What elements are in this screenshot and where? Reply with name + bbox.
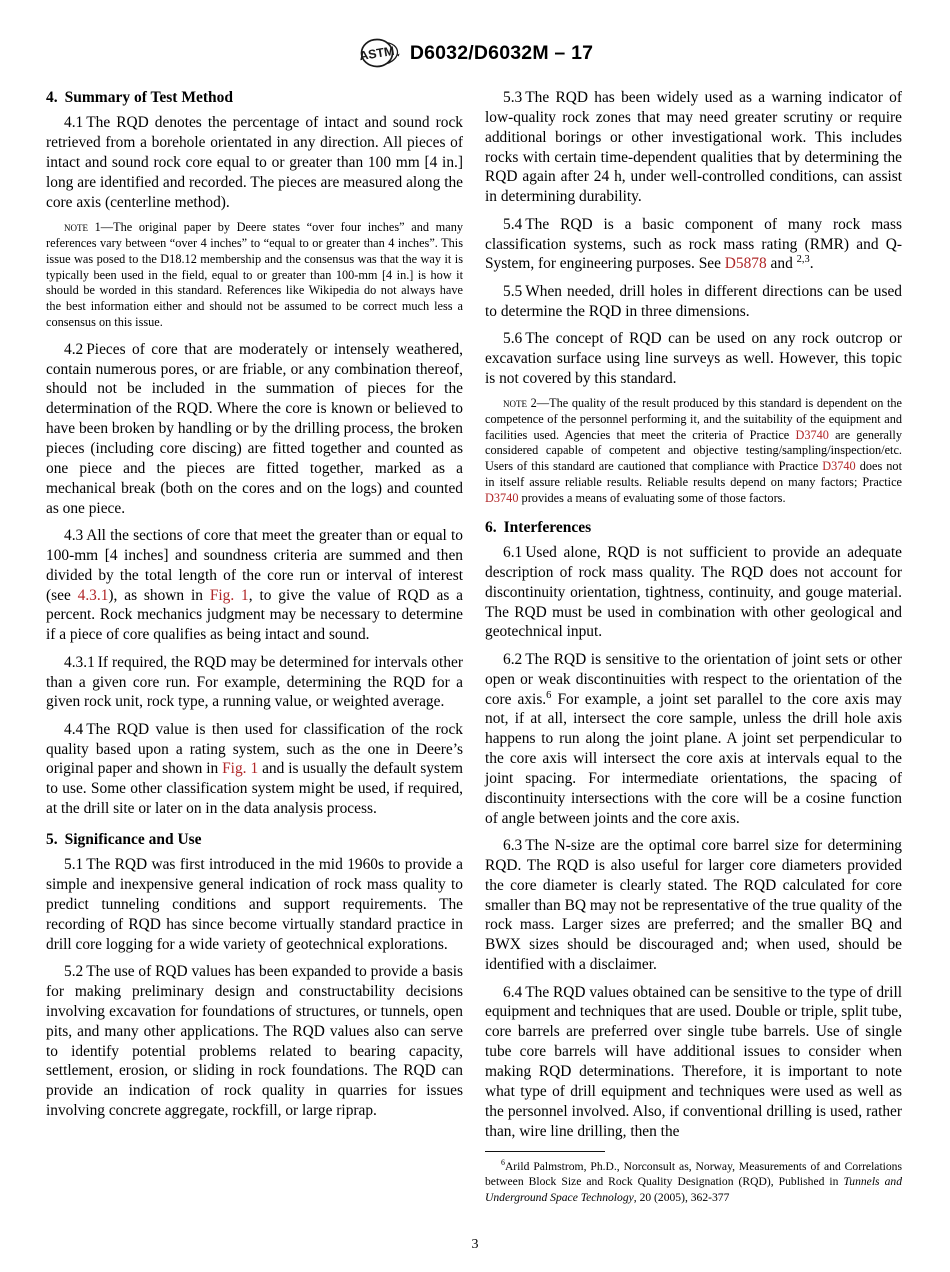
paragraph-6-3 xyxy=(485,836,902,975)
note-1-text: The original paper by Deere states “over four inches” and many references vary between “over 4 inches” to “equal to or greater than 4 inches”. This issue was posed to the D18.12 membership and the consensus was that the way it is typically been used in the field, equal to or greater than 100-mm [4 in.] is how it should be worded in this standard. References like Wikipedia do not always have the best information either and should not be assumed to be correct much less a consensus on this issue. xyxy=(46,220,463,329)
paragraph-4-3-text-after: , to give the value of RQD as a percent. Rock mechanics judgment may be necessary to determine if a piece of core qualifies as being intact and sound. xyxy=(46,586,464,644)
paragraph-5-6 xyxy=(485,329,902,389)
paragraph-5-3-label: 5.3 xyxy=(503,89,523,106)
left-column xyxy=(46,88,463,1205)
xref-link-fig-1[interactable]: Fig. 1 xyxy=(209,586,249,604)
paragraph-4-3-text-before-link1: All the sections of core that meet the greater than or equal to 100-mm [4 inches] and soundness criteria are summed and then divided by the total length of the core run or interval of interest (see xyxy=(46,526,463,604)
paragraph-5-6-label: 5.6 xyxy=(503,329,523,347)
svg-text:ASTM: ASTM xyxy=(358,43,396,64)
section-6-number: 6. xyxy=(485,518,497,536)
paragraph-4-1-label: 4.1 xyxy=(64,114,84,132)
paragraph-5-3-text: The RQD has been widely used as a warning indicator of low-quality rock zones that may need greater scrutiny or require additional borings or other investigational work. This includes rocks with certain time-dependent qualities that by determining the RQD again after 24 h, under well-controlled conditions, can assist in determining durability. xyxy=(485,89,902,206)
note-1-label: note 1 xyxy=(64,220,101,235)
xref-link-d3740-third[interactable]: D3740 xyxy=(485,490,519,505)
paragraph-5-2-text: The use of RQD values has been expanded to provide a basis for making preliminary design and constructability decisions involving excavation for foundations of structures, or tunnels, open pits, and many other applications. The RQD values also can serve to identify potential problems related to bearing capacity, settlement, erosion, or sliding in rock foundations. The RQD can provide an indication of rock quality in quarries for issues involving concrete aggregate, rockfill, or large riprap. xyxy=(46,963,463,1120)
section-5-title: Significance and Use xyxy=(64,831,202,849)
note-2-text-part1: The quality of the result produced by this standard is dependent on the competence of the personnel performing it, and the suitability of the equipment and facilities used. Agencies that meet the criteria of Practice xyxy=(485,396,903,442)
paragraph-4-1-text: The RQD denotes the percentage of intact and sound rock retrieved from a borehole orientated in any direction. All pieces of intact and sound rock core equal to or greater than 100 mm [4 in.] long are identified and recorded. The pieces are measured along the core axis (centerline method). xyxy=(46,114,463,211)
footnote-6-journal-title: Tunnels and Underground Space Technology xyxy=(485,1175,902,1204)
paragraph-5-3 xyxy=(485,88,902,207)
paragraph-5-4-text-before-link: The RQD is a basic component of many rock mass classification systems, such as rock mass rating (RMR) and Q-System, for engineering purposes. See xyxy=(485,215,902,273)
paragraph-4-3-label: 4.3 xyxy=(64,526,84,544)
section-6-title: Interferences xyxy=(503,518,592,536)
note-1-dash: — xyxy=(100,220,114,235)
paragraph-5-1 xyxy=(46,855,463,954)
paragraph-4-3-1-text: If required, the RQD may be determined for intervals other than a given core run. For example, determining the RQD for a given rock unit, rock type, a running value, or weighted average. xyxy=(46,653,463,711)
paragraph-6-2-text-after-sup: For example, a joint set parallel to the core axis may not, if at all, intersect the core sample, unless the drill hole axis happens to run along the joint plane. A joint set perpendicular to the core axis will intersect the core axis at intervals equal to the joint spacing. For intermediate orientations, the spacing of discontinuity intersections with the core will be a cosine function of angle between joints and the core axis. xyxy=(485,690,902,827)
paragraph-5-5-text: When needed, drill holes in different directions can be used to determine the RQD in three dimensions. xyxy=(485,282,902,320)
paragraph-4-3-1 xyxy=(46,653,463,713)
footnote-6 xyxy=(485,1159,902,1204)
section-heading-4 xyxy=(46,88,463,107)
paragraph-4-4-text-after-link: and is usually the default system to use. Some other classification system might be used, if required, at the drill site or later on in the data analysis process. xyxy=(46,760,463,818)
paragraph-4-1 xyxy=(46,113,463,212)
paragraph-5-4-label: 5.4 xyxy=(503,215,523,233)
paragraph-4-4-label: 4.4 xyxy=(64,720,84,738)
page-header xyxy=(0,0,950,74)
footnote-marker-2-3[interactable]: 2,3 xyxy=(796,254,810,266)
paragraph-6-2-text-before-sup: The RQD is sensitive to the orientation of joint sets or other open or weak discontinuities with respect to the orientation of the core axis. xyxy=(485,650,902,708)
section-heading-6 xyxy=(485,518,902,537)
footnote-6-marker: 6 xyxy=(501,1158,505,1168)
paragraph-4-2-text: Pieces of core that are moderately or intensely weathered, contain numerous pores, or are friable, or any combination thereof, should not be included in the summation of pieces for the determination of the RQD. Where the core is known or believed to have been broken by handling or by the drilling process, the broken pieces (including core discing) are fitted together and counted as one piece and the pieces are fitted together, marked as a mechanical break (both on the cores and on the logs) and counted as one piece. xyxy=(46,340,463,517)
xref-link-4-3-1[interactable]: 4.3.1 xyxy=(77,586,109,604)
section-4-title: Summary of Test Method xyxy=(64,89,233,106)
paragraph-4-3-1-label: 4.3.1 xyxy=(64,653,95,671)
paragraph-6-2-label: 6.2 xyxy=(503,650,523,668)
paragraph-6-1 xyxy=(485,543,902,642)
paragraph-5-2 xyxy=(46,962,463,1121)
paragraph-5-6-text: The concept of RQD can be used on any rock outcrop or excavation surface using line surveys as well. However, this topic is not covered by this standard. xyxy=(485,329,902,387)
paragraph-6-4-text: The RQD values obtained can be sensitive to the type of drill equipment and techniques that are used. Double or triple, split tube, core barrels are preferred over single tube barrels. Use of single tube core barrels will have additional issues to consider when making RQD determinations. Therefore, it is important to note what type of drill equipment and techniques were used as well as the personnel involved. Also, if conventional drilling is used, rather than, wire line drilling, then the xyxy=(485,983,902,1140)
xref-link-fig-1-second[interactable]: Fig. 1 xyxy=(222,760,259,778)
two-column-body xyxy=(0,74,950,1205)
paragraph-4-4-text-before-link: The RQD value is then used for classification of the rock quality based upon a rating system, such as the one in Deere’s original paper and shown in xyxy=(46,720,463,778)
paragraph-4-2-label: 4.2 xyxy=(64,340,84,358)
page-number: 3 xyxy=(471,1237,479,1252)
paragraph-4-2 xyxy=(46,340,463,519)
note-2-text-part4: provides a means of evaluating some of those factors. xyxy=(518,490,786,505)
paragraph-5-2-label: 5.2 xyxy=(64,963,84,981)
paragraph-5-4-text-after-link: and xyxy=(766,255,797,273)
paragraph-5-1-text: The RQD was first introduced in the mid 1960s to provide a simple and inexpensive general indication of rock mass quality to predict tunneling conditions and support requirements. The recording of RQD has since become virtually standard practice in drill core logging for a wide variety of geotechnical explorations. xyxy=(46,856,463,953)
paragraph-6-3-text: The N-size are the optimal core barrel size for determining RQD. The RQD is also useful for larger core diameters provided the core diameter is clearly stated. The RQD calculated for core smaller than BQ may not be representative of the true quality of the rock mass. Larger sizes are preferred; and the smaller BQ and BWX sizes should be discouraged and; when used, should be identified with a disclaimer. xyxy=(485,837,902,974)
paragraph-5-4 xyxy=(485,215,902,275)
paragraph-6-2 xyxy=(485,650,902,829)
footnote-marker-6[interactable]: 6 xyxy=(546,689,552,701)
section-heading-5 xyxy=(46,830,463,849)
section-5-number: 5. xyxy=(46,831,58,849)
paragraph-5-5-label: 5.5 xyxy=(503,282,523,300)
note-2-dash: — xyxy=(536,396,550,411)
xref-link-d3740-second[interactable]: D3740 xyxy=(822,459,856,474)
standard-designation: D6032/D6032M – 17 xyxy=(409,41,594,64)
note-2 xyxy=(485,396,902,507)
paragraph-6-1-text: Used alone, RQD is not sufficient to provide an adequate description of rock mass quality. The RQD does not account for discontinuity orientation, tightness, continuity, and gouge material. The RQD must be used in combination with other geological and geotechnical input. xyxy=(485,543,902,641)
xref-link-d5878[interactable]: D5878 xyxy=(724,255,767,273)
right-column xyxy=(485,88,902,1205)
footnote-6-text-part1: Arild Palmstrom, Ph.D., Norconsult as, Norway, Measurements of and Correlations between Block Size and Rock Quality Designation (RQD), Published in xyxy=(485,1160,902,1189)
paragraph-5-4-text-end: . xyxy=(809,255,814,273)
xref-link-d3740-first[interactable]: D3740 xyxy=(795,427,829,442)
paragraph-4-3 xyxy=(46,526,463,645)
footnote-section xyxy=(485,1151,902,1204)
paragraph-6-4 xyxy=(485,983,902,1142)
footnote-6-text-part2: , 20 (2005), 362-377 xyxy=(633,1190,730,1204)
astm-logo-icon xyxy=(357,38,401,68)
note-2-text-part2: are generally considered capable of competent and objective testing/sampling/inspection/etc. Users of this standard are cautioned that compliance with Practice xyxy=(485,427,902,474)
paragraph-4-3-text-between: ), as shown in xyxy=(108,586,210,604)
section-4-number: 4. xyxy=(46,89,58,106)
paragraph-6-3-label: 6.3 xyxy=(503,837,523,855)
paragraph-5-1-label: 5.1 xyxy=(64,856,84,874)
note-1 xyxy=(46,220,463,331)
paragraph-6-4-label: 6.4 xyxy=(503,983,523,1001)
paragraph-4-4 xyxy=(46,720,463,819)
note-2-label: note 2 xyxy=(503,396,537,411)
paragraph-5-5 xyxy=(485,282,902,322)
paragraph-6-1-label: 6.1 xyxy=(503,543,523,561)
note-2-text-part3: does not in itself assure reliable results. Reliable results depend on many factors; Practice xyxy=(485,459,902,490)
footnote-separator-rule xyxy=(485,1151,605,1152)
